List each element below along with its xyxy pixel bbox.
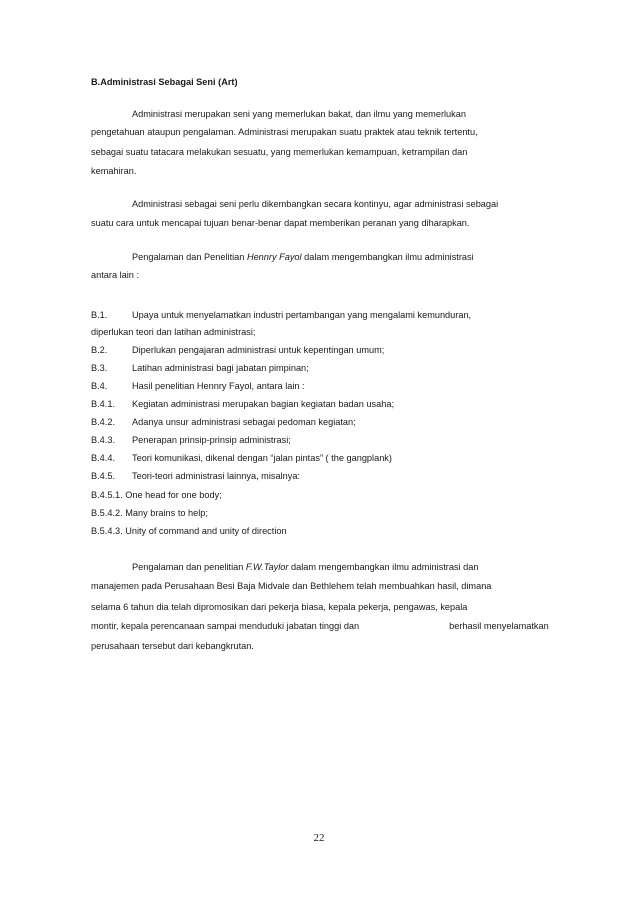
- list-item: [91, 362, 309, 374]
- paragraph-1-line-1: Administrasi merupakan seni yang memerlukan bakat, dan ilmu yang memerlukan: [132, 109, 466, 119]
- list-item: [91, 344, 384, 356]
- item-code: B.3.: [91, 363, 108, 373]
- list-item: [91, 470, 300, 482]
- paragraph-3-line-2: antara lain :: [91, 270, 140, 280]
- p4-line4a: montir, kepala perencanaan sampai menduduki jabatan tinggi dan: [91, 621, 360, 631]
- item-text: Penerapan prinsip-prinsip administrasi;: [132, 435, 291, 445]
- list-item: [91, 525, 287, 537]
- item-code: B.4.3.: [91, 435, 116, 445]
- section-heading: B.Administrasi Sebagai Seni (Art): [91, 77, 238, 87]
- item-text: B.4.5.1. One head for one body;: [91, 490, 222, 500]
- list-item: [91, 398, 394, 410]
- p4-name: F.W.Taylor: [245, 562, 289, 572]
- p3-name: Hennry Fayol: [246, 252, 302, 262]
- item-text: Adanya unsur administrasi sebagai pedoman kegiatan;: [132, 417, 356, 427]
- item-text: Upaya untuk menyelamatkan industri pertambangan yang mengalami kemunduran,: [132, 310, 472, 320]
- item-code: B.4.: [91, 381, 108, 391]
- paragraph-2-line-1: Administrasi sebagai seni perlu dikembangkan secara kontinyu, agar administrasi sebagai: [132, 199, 499, 209]
- item-code: B.1.: [91, 310, 108, 320]
- paragraph-4-line-4: [91, 620, 549, 632]
- p4-after: dalam mengembangkan ilmu administrasi dan: [288, 562, 479, 572]
- paragraph-1-line-2: pengetahuan ataupun pengalaman. Administrasi merupakan suatu praktek atau teknik tertentu,: [91, 127, 478, 137]
- list-item: [91, 434, 291, 446]
- item-code: B.4.5.: [91, 471, 116, 481]
- item-code: B.4.1.: [91, 399, 116, 409]
- p4-before: Pengalaman dan penelitian: [132, 562, 246, 572]
- item-text: Kegiatan administrasi merupakan bagian kegiatan badan usaha;: [132, 399, 395, 409]
- item-code: B.4.2.: [91, 417, 116, 427]
- list-item: [91, 452, 392, 464]
- item-text: Diperlukan pengajaran administrasi untuk kepentingan umum;: [132, 345, 385, 355]
- list-item: [91, 326, 255, 338]
- p4-line4b: berhasil menyelamatkan: [449, 621, 549, 631]
- item-text: Teori-teori administrasi lainnya, misalnya:: [132, 471, 300, 481]
- list-item: [91, 489, 222, 501]
- paragraph-1-line-4: kemahiran.: [91, 166, 137, 176]
- page-number: 22: [313, 832, 325, 844]
- paragraph-1-line-3: sebagai suatu tatacara melakukan sesuatu, yang memerlukan kemampuan, ketrampilan dan: [91, 147, 468, 157]
- item-code: B.4.4.: [91, 453, 116, 463]
- list-item: [91, 309, 471, 321]
- item-code: B.2.: [91, 345, 108, 355]
- item-text: B.5.4.2. Many brains to help;: [91, 508, 208, 518]
- paragraph-4-line-2: manajemen pada Perusahaan Besi Baja Midvale dan Bethlehem telah membuahkan hasil, dimana: [91, 581, 492, 591]
- list-item: [91, 380, 305, 392]
- paragraph-2-line-2: suatu cara untuk mencapai tujuan benar-benar dapat memberikan peranan yang diharapkan.: [91, 218, 470, 228]
- item-text: Teori komunikasi, dikenal dengan “jalan pintas” ( the gangplank): [132, 453, 392, 463]
- item-text: B.5.4.3. Unity of command and unity of direction: [91, 526, 287, 536]
- list-item: [91, 416, 356, 428]
- list-item: [91, 507, 208, 519]
- item-text: Latihan administrasi bagi jabatan pimpinan;: [132, 363, 309, 373]
- paragraph-4-line-1: [91, 561, 478, 573]
- paragraph-3-line-1: [91, 251, 474, 263]
- p3-after: dalam mengembangkan ilmu administrasi: [301, 252, 474, 262]
- paragraph-4-line-3: selama 6 tahun dia telah dipromosikan dari pekerja biasa, kepala pekerja, pengawas, kepala: [91, 602, 468, 612]
- p3-before: Pengalaman dan Penelitian: [132, 252, 247, 262]
- item-text: Hasil penelitian Hennry Fayol, antara lain :: [132, 381, 305, 391]
- item-text: diperlukan teori dan latihan administrasi;: [91, 327, 256, 337]
- paragraph-4-line-5: perusahaan tersebut dari kebangkrutan.: [91, 641, 254, 651]
